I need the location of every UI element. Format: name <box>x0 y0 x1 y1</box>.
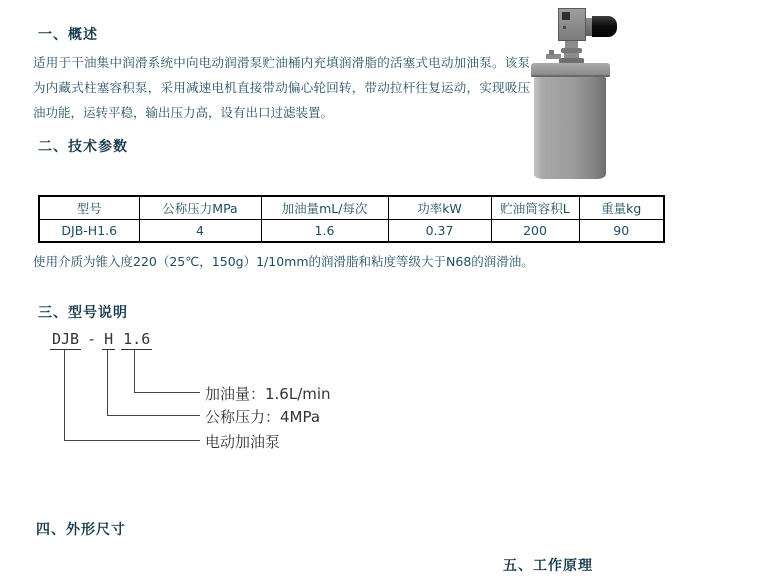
medium-note: 使用介质为锥入度220（25℃，150g）1/10mm的润滑脂和粘度等级大于N68的润滑油。 <box>33 254 534 269</box>
pump-gearbox-screw <box>563 26 566 29</box>
col-header-volume: 贮油筒容积L <box>491 196 579 219</box>
cell-weight: 90 <box>579 219 664 242</box>
cell-pressure: 4 <box>139 219 261 242</box>
table-header-row <box>39 196 664 219</box>
col-header-weight: 重量kg <box>579 196 664 219</box>
cell-flow: 1.6 <box>261 219 388 242</box>
tech-params-heading: 二、技术参数 <box>38 139 128 155</box>
callout-pressure-label: 公称压力：4MPa <box>205 408 321 426</box>
model-desc-heading: 三、型号说明 <box>38 305 128 321</box>
reservoir-lid <box>531 63 610 77</box>
callout-flow-label: 加油量：1.6L/min <box>205 385 331 403</box>
callout-line-series-horizontal <box>64 440 200 441</box>
callout-line-pressure-vertical <box>107 350 108 415</box>
dimensions-heading: 四、外形尺寸 <box>36 522 126 538</box>
pump-side-fitting-nub <box>549 50 554 55</box>
cell-volume: 200 <box>491 219 579 242</box>
model-code-dash: - <box>87 330 97 348</box>
cell-power: 0.37 <box>388 219 491 242</box>
model-designation-diagram <box>50 330 390 460</box>
reservoir-barrel <box>534 77 606 179</box>
callout-series-label: 电动加油泵 <box>205 433 281 451</box>
model-code-flow: 1.6 <box>123 330 151 348</box>
col-header-model: 型号 <box>39 196 139 219</box>
callout-line-pressure-horizontal <box>107 415 200 416</box>
pump-gearbox <box>558 8 586 41</box>
overview-paragraph: 适用于干油集中润滑系统中向电动润滑泵贮油桶内充填润滑脂的活塞式电动加油泵。该泵为内藏式柱塞容积泵，采用减速电机直接带动偏心轮回转，带动拉杆往复运动，实现吸压油功能，运转平稳，输出压力高，设有出口过滤装置。 <box>33 55 530 120</box>
cell-model: DJB-H1.6 <box>39 219 139 242</box>
pump-gearbox-plug <box>562 12 570 20</box>
callout-line-series-vertical <box>64 350 65 440</box>
model-code-pressure: H <box>104 330 114 348</box>
col-header-flow: 加油量mL/每次 <box>261 196 388 219</box>
callout-line-flow-vertical <box>134 350 135 392</box>
pump-motor <box>592 16 617 37</box>
overview-heading: 一、概述 <box>38 27 98 43</box>
principle-heading: 五、工作原理 <box>503 558 593 574</box>
col-header-pressure: 公称压力MPa <box>139 196 261 219</box>
callout-line-flow-horizontal <box>134 392 200 393</box>
tech-params-table <box>38 195 665 243</box>
table-row <box>39 219 664 242</box>
product-photo-electric-oil-pump <box>525 3 700 183</box>
pump-neck <box>565 41 578 48</box>
model-code-series: DJB <box>52 330 80 348</box>
model-code <box>50 330 152 350</box>
col-header-power: 功率kW <box>388 196 491 219</box>
